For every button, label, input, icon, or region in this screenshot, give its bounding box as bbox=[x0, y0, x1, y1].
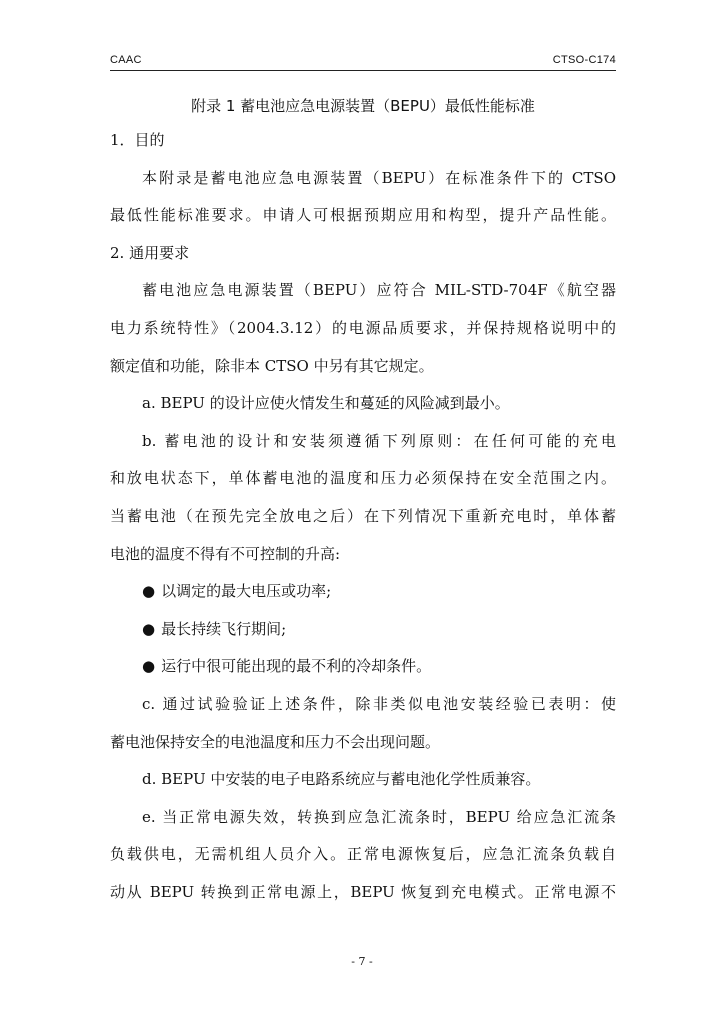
paragraph-line: 蓄电池保持安全的电池温度和压力不会出现问题。 bbox=[110, 732, 441, 751]
bullet-item bbox=[110, 648, 616, 686]
paragraph-line: c. 通过试验验证上述条件，除非类似电池安装经验已表明：使 bbox=[142, 694, 616, 713]
page-number: - 7 - bbox=[351, 955, 373, 968]
bullet-text: 运行中很可能出现的最不利的冷却条件。 bbox=[161, 657, 432, 676]
paragraph-line: 蓄电池应急电源装置（BEPU）应符合 MIL-STD-704F《航空器 bbox=[142, 281, 616, 300]
section-heading-general: 2. 通用要求 bbox=[110, 243, 190, 262]
paragraph-line: 当蓄电池（在预先完全放电之后）在下列情况下重新充电时，单体蓄 bbox=[110, 506, 616, 525]
document-body bbox=[110, 90, 616, 911]
section-heading-purpose: 1．目的 bbox=[110, 131, 165, 149]
bullet-icon: ● bbox=[142, 619, 156, 638]
paragraph-line: 负载供电，无需机组人员介入。正常电源恢复后，应急汇流条负载自 bbox=[110, 845, 616, 864]
bullet-item bbox=[110, 573, 616, 611]
paragraph-line: a. BEPU 的设计应使火情发生和蔓延的风险减到最小。 bbox=[142, 394, 510, 413]
paragraph-line: d. BEPU 中安装的电子电路系统应与蓄电池化学性质兼容。 bbox=[142, 770, 541, 789]
bullet-icon: ● bbox=[142, 657, 156, 676]
paragraph-line: 动从 BEPU 转换到正常电源上，BEPU 恢复到充电模式。正常电源不 bbox=[110, 882, 616, 901]
paragraph-line: 和放电状态下，单体蓄电池的温度和压力必须保持在安全范围之内。 bbox=[110, 469, 616, 488]
bullet-text: 以调定的最大电压或功率; bbox=[161, 582, 332, 601]
page-title: 附录 1 蓄电池应急电源装置（BEPU）最低性能标准 bbox=[191, 97, 535, 115]
bullet-item bbox=[110, 611, 616, 649]
paragraph-line: 本附录是蓄电池应急电源装置（BEPU）在标准条件下的 CTSO bbox=[142, 168, 616, 187]
header-doc-id: CTSO-C174 bbox=[552, 54, 616, 66]
header-org: CAAC bbox=[110, 54, 142, 66]
paragraph-line: 最低性能标准要求。申请人可根据预期应用和构型，提升产品性能。 bbox=[110, 206, 616, 225]
page-header bbox=[110, 54, 616, 71]
bullet-icon: ● bbox=[142, 582, 156, 601]
paragraph-line: 电力系统特性》（2004.3.12）的电源品质要求，并保持规格说明中的 bbox=[110, 318, 616, 337]
paragraph-line: b. 蓄电池的设计和安装须遵循下列原则：在任何可能的充电 bbox=[142, 431, 616, 450]
bullet-text: 最长持续飞行期间; bbox=[161, 619, 287, 638]
paragraph-line: e. 当正常电源失效，转换到应急汇流条时，BEPU 给应急汇流条 bbox=[142, 807, 616, 826]
paragraph-line: 电池的温度不得有不可控制的升高: bbox=[110, 544, 341, 563]
paragraph-line: 额定值和功能，除非本 CTSO 中另有其它规定。 bbox=[110, 356, 434, 375]
